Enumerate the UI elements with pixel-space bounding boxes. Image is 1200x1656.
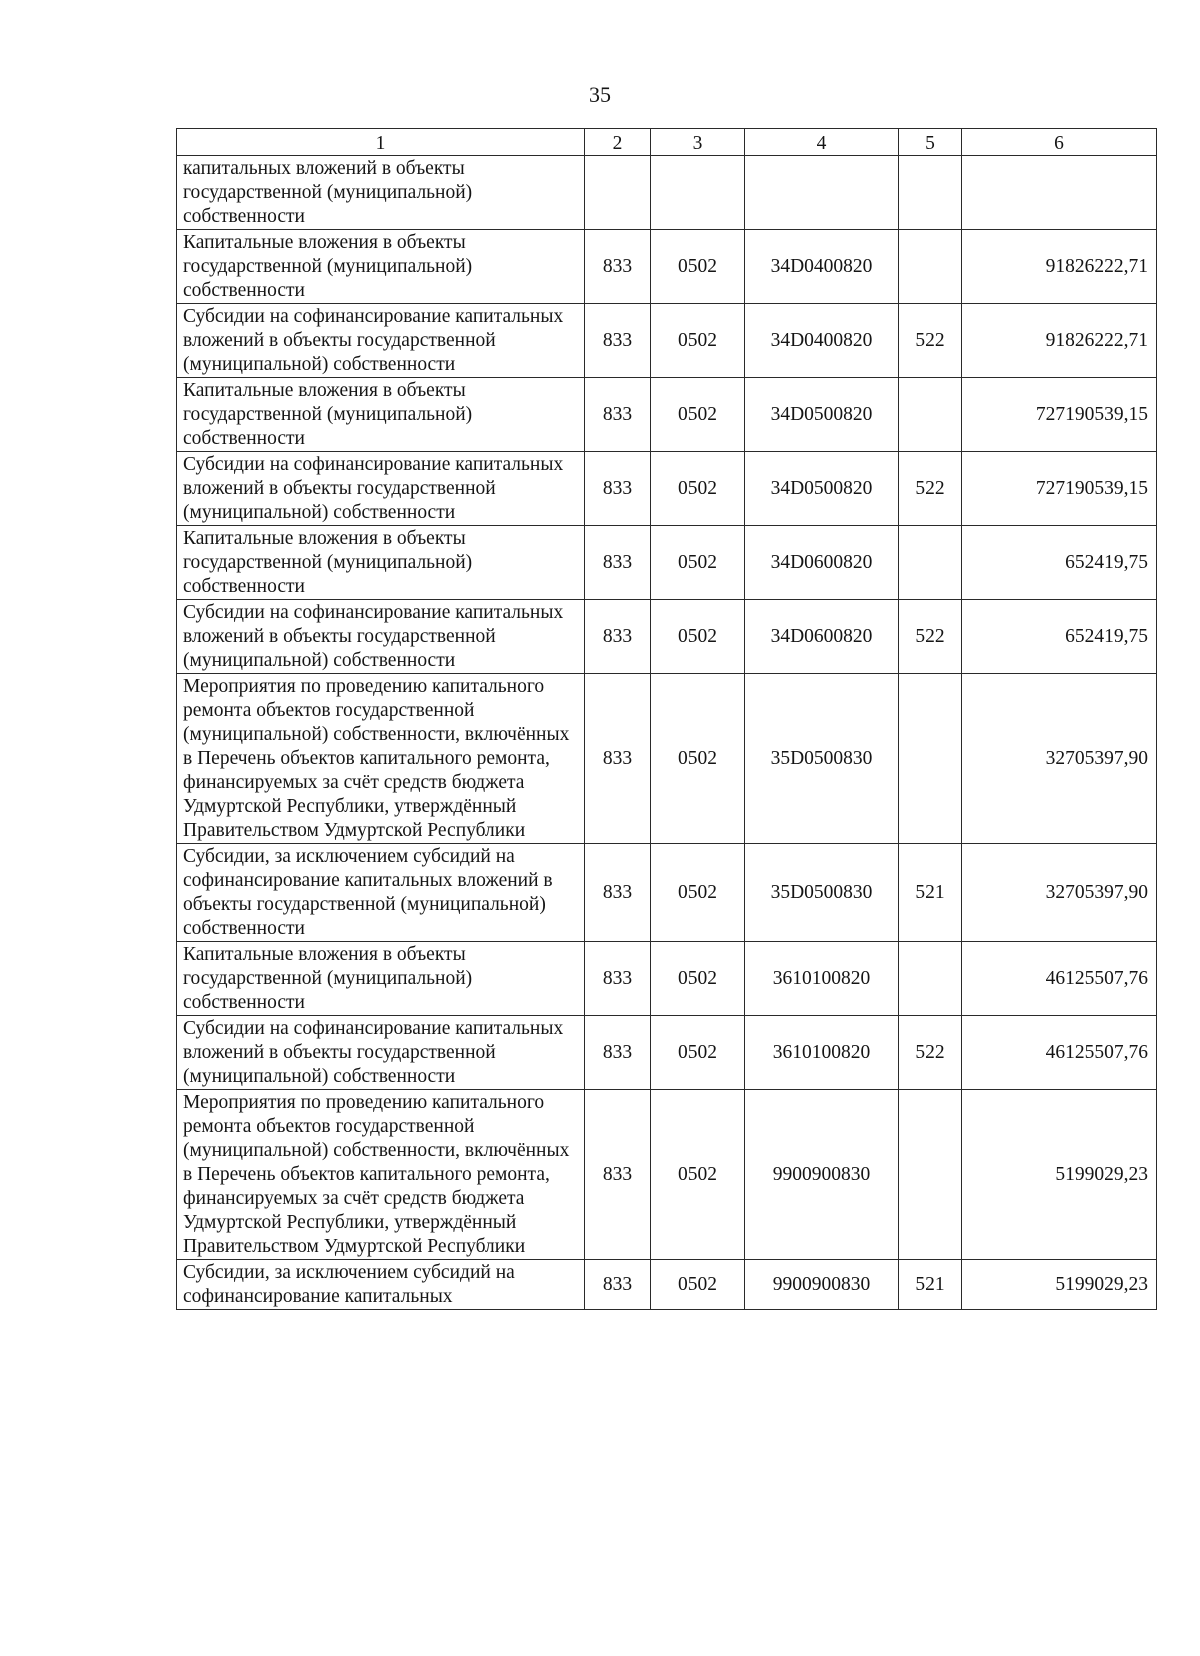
row-vr xyxy=(899,230,962,304)
row-name: капитальных вложений в объекты государственной (муниципальной) собственности xyxy=(177,156,585,230)
row-csr: 34D0500820 xyxy=(745,378,899,452)
row-sum: 46125507,76 xyxy=(962,942,1157,1016)
row-csr: 34D0600820 xyxy=(745,526,899,600)
row-ved: 833 xyxy=(585,526,651,600)
row-csr xyxy=(745,156,899,230)
row-vr xyxy=(899,378,962,452)
page-number: 35 xyxy=(589,82,611,107)
row-csr: 34D0400820 xyxy=(745,230,899,304)
row-ved: 833 xyxy=(585,304,651,378)
row-ved: 833 xyxy=(585,844,651,942)
row-vr xyxy=(899,526,962,600)
row-sum: 91826222,71 xyxy=(962,304,1157,378)
row-name: Субсидии на софинансирование капитальных вложений в объекты государственной (муниципальной) собственности xyxy=(177,1016,585,1090)
row-rz: 0502 xyxy=(651,844,745,942)
row-rz: 0502 xyxy=(651,942,745,1016)
row-name: Субсидии на софинансирование капитальных вложений в объекты государственной (муниципальной) собственности xyxy=(177,600,585,674)
row-csr: 34D0600820 xyxy=(745,600,899,674)
row-ved: 833 xyxy=(585,378,651,452)
row-rz: 0502 xyxy=(651,378,745,452)
table-row xyxy=(177,600,1157,674)
row-vr: 522 xyxy=(899,1016,962,1090)
row-rz: 0502 xyxy=(651,1016,745,1090)
header-col-5: 5 xyxy=(899,129,962,156)
table-row xyxy=(177,674,1157,844)
row-rz: 0502 xyxy=(651,674,745,844)
row-ved: 833 xyxy=(585,674,651,844)
row-ved: 833 xyxy=(585,230,651,304)
row-vr: 522 xyxy=(899,452,962,526)
row-vr: 522 xyxy=(899,600,962,674)
row-vr xyxy=(899,942,962,1016)
row-vr: 521 xyxy=(899,844,962,942)
row-sum: 652419,75 xyxy=(962,526,1157,600)
table-row xyxy=(177,156,1157,230)
header-col-4: 4 xyxy=(745,129,899,156)
row-sum: 727190539,15 xyxy=(962,378,1157,452)
row-name: Субсидии, за исключением субсидий на софинансирование капитальных вложений в объекты государственной (муниципальной) собственности xyxy=(177,844,585,942)
row-csr: 9900900830 xyxy=(745,1260,899,1310)
row-rz: 0502 xyxy=(651,304,745,378)
row-rz xyxy=(651,156,745,230)
row-csr: 3610100820 xyxy=(745,942,899,1016)
row-sum: 91826222,71 xyxy=(962,230,1157,304)
row-rz: 0502 xyxy=(651,452,745,526)
row-ved: 833 xyxy=(585,942,651,1016)
row-csr: 3610100820 xyxy=(745,1016,899,1090)
row-ved: 833 xyxy=(585,452,651,526)
row-name: Мероприятия по проведению капитального ремонта объектов государственной (муниципальной) собственности, включённых в Перечень объектов капитального ремонта, финансируемых за счёт средств бюджета Удмуртской Республики, утверждённый Правительством Удмуртской Республики xyxy=(177,674,585,844)
row-ved: 833 xyxy=(585,1090,651,1260)
row-sum: 32705397,90 xyxy=(962,674,1157,844)
row-csr: 34D0400820 xyxy=(745,304,899,378)
row-name: Субсидии на софинансирование капитальных вложений в объекты государственной (муниципальной) собственности xyxy=(177,304,585,378)
table-row xyxy=(177,844,1157,942)
row-name: Мероприятия по проведению капитального ремонта объектов государственной (муниципальной) собственности, включённых в Перечень объектов капитального ремонта, финансируемых за счёт средств бюджета Удмуртской Республики, утверждённый Правительством Удмуртской Республики xyxy=(177,1090,585,1260)
row-vr xyxy=(899,156,962,230)
row-vr xyxy=(899,674,962,844)
table-row xyxy=(177,526,1157,600)
header-col-3: 3 xyxy=(651,129,745,156)
table-row xyxy=(177,1260,1157,1310)
row-ved: 833 xyxy=(585,1260,651,1310)
row-vr: 521 xyxy=(899,1260,962,1310)
header-row xyxy=(177,129,1157,156)
table-row xyxy=(177,942,1157,1016)
row-rz: 0502 xyxy=(651,600,745,674)
row-csr: 34D0500820 xyxy=(745,452,899,526)
row-sum: 32705397,90 xyxy=(962,844,1157,942)
row-ved: 833 xyxy=(585,1016,651,1090)
row-vr: 522 xyxy=(899,304,962,378)
row-sum: 5199029,23 xyxy=(962,1260,1157,1310)
header-col-1: 1 xyxy=(177,129,585,156)
row-csr: 9900900830 xyxy=(745,1090,899,1260)
table-row xyxy=(177,1016,1157,1090)
row-rz: 0502 xyxy=(651,1260,745,1310)
row-name: Капитальные вложения в объекты государственной (муниципальной) собственности xyxy=(177,230,585,304)
row-rz: 0502 xyxy=(651,230,745,304)
table-row xyxy=(177,452,1157,526)
row-ved: 833 xyxy=(585,600,651,674)
row-name: Капитальные вложения в объекты государственной (муниципальной) собственности xyxy=(177,526,585,600)
row-name: Субсидии, за исключением субсидий на софинансирование капитальных xyxy=(177,1260,585,1310)
table-row xyxy=(177,378,1157,452)
row-name: Капитальные вложения в объекты государственной (муниципальной) собственности xyxy=(177,942,585,1016)
row-rz: 0502 xyxy=(651,1090,745,1260)
row-csr: 35D0500830 xyxy=(745,844,899,942)
header-col-6: 6 xyxy=(962,129,1157,156)
row-sum: 5199029,23 xyxy=(962,1090,1157,1260)
row-sum: 46125507,76 xyxy=(962,1016,1157,1090)
row-sum xyxy=(962,156,1157,230)
row-csr: 35D0500830 xyxy=(745,674,899,844)
row-vr xyxy=(899,1090,962,1260)
budget-table xyxy=(176,128,1157,1310)
row-sum: 727190539,15 xyxy=(962,452,1157,526)
header-col-2: 2 xyxy=(585,129,651,156)
row-sum: 652419,75 xyxy=(962,600,1157,674)
row-name: Капитальные вложения в объекты государственной (муниципальной) собственности xyxy=(177,378,585,452)
table-row xyxy=(177,230,1157,304)
row-rz: 0502 xyxy=(651,526,745,600)
row-name: Субсидии на софинансирование капитальных вложений в объекты государственной (муниципальной) собственности xyxy=(177,452,585,526)
row-ved xyxy=(585,156,651,230)
table-row xyxy=(177,304,1157,378)
table-row xyxy=(177,1090,1157,1260)
